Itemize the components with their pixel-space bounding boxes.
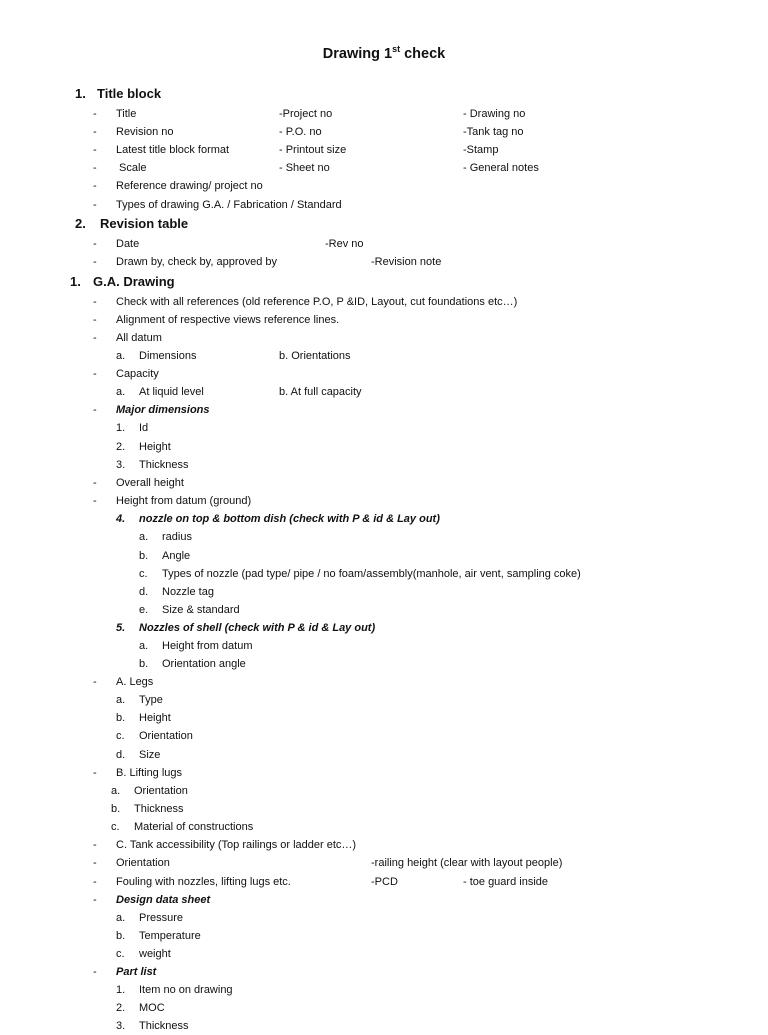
checklist-line [0,196,768,214]
line-text: c. [111,821,120,833]
checklist-line [0,601,768,619]
line-text: b. At full capacity [279,386,362,398]
line-text: B. Lifting lugs [116,767,183,779]
line-text: Check with all references (old reference P.O, P &ID, Layout, cut foundations etc…) [116,296,518,308]
line-text: Dimensions [139,350,197,362]
line-text: Item no on drawing [139,984,233,996]
line-text: a. [116,912,126,924]
line-text: 1. [75,86,86,101]
checklist-line [0,746,768,764]
line-text: 3. [116,459,126,471]
line-text: -PCD [371,876,398,888]
bullet-dash: - [93,314,97,326]
line-text: Part list [116,966,157,978]
checklist-line [0,329,768,347]
bullet-dash: - [93,108,97,120]
line-text: Thickness [139,1020,189,1032]
checklist-line [0,583,768,601]
checklist-line [0,177,768,195]
bullet-dash: - [93,199,97,211]
bullet-dash: - [93,767,97,779]
bullet-dash: - [93,966,97,978]
line-text: 2. [116,441,126,453]
checklist-line [0,235,768,253]
line-text: b. [116,930,126,942]
line-text: - Drawing no [463,108,526,120]
bullet-dash: - [93,477,97,489]
line-text: Orientation [134,785,188,797]
bullet-dash: - [93,144,97,156]
line-text: Nozzle tag [162,586,214,598]
line-text: a. [116,350,126,362]
bullet-dash: - [93,876,97,888]
checklist-line [0,963,768,981]
checklist-line [0,927,768,945]
line-text: 1. [116,422,126,434]
line-text: a. [116,386,126,398]
title-suffix: check [400,46,446,62]
line-text: All datum [116,332,162,344]
line-text: c. [139,568,148,580]
bullet-dash: - [93,404,97,416]
line-text: Date [116,238,140,250]
checklist-line [0,818,768,836]
line-text: Capacity [116,368,159,380]
line-text: Thickness [139,459,189,471]
line-text: Revision no [116,126,174,138]
line-text: Pressure [139,912,184,924]
line-text: d. [139,586,149,598]
checklist-line [0,945,768,963]
line-text: Type [139,694,163,706]
bullet-dash: - [93,839,97,851]
line-text: d. [116,749,126,761]
line-text: - Sheet no [279,162,330,174]
line-text: nozzle on top & bottom dish (check with P & id & Lay out) [139,513,440,525]
line-text: Nozzles of shell (check with P & id & Lay out) [139,622,376,634]
line-text: -railing height (clear with layout people) [371,857,563,869]
line-text: -Revision note [371,256,442,268]
line-text: Title [116,108,137,120]
line-text: 2. [75,216,86,231]
line-text: Height [139,712,171,724]
bullet-dash: - [93,894,97,906]
section-heading [0,273,768,291]
line-text: a. [139,531,149,543]
line-text: 1. [116,984,126,996]
section-heading [0,215,768,233]
checklist-line [0,999,768,1017]
line-text: a. [139,640,149,652]
line-text: - toe guard inside [463,876,548,888]
checklist-line [0,764,768,782]
line-text: 5. [116,622,126,634]
checklist-line [0,655,768,673]
line-text: - General notes [463,162,539,174]
bullet-dash: - [93,495,97,507]
checklist-line [0,474,768,492]
line-text: Drawn by, check by, approved by [116,256,278,268]
line-text: Angle [162,550,191,562]
line-text: Size & standard [162,604,240,616]
checklist-line [0,438,768,456]
checklist-line [0,159,768,177]
line-text: Temperature [139,930,201,942]
line-text: G.A. Drawing [93,274,175,289]
line-text: 1. [70,274,81,289]
line-text: Orientation [139,730,193,742]
line-text: Alignment of respective views reference lines. [116,314,340,326]
checklist-line [0,311,768,329]
checklist-line [0,419,768,437]
line-text: Thickness [134,803,184,815]
bullet-dash: - [93,126,97,138]
line-text: Types of drawing G.A. / Fabrication / Standard [116,199,342,211]
bullet-dash: - [93,180,97,192]
line-text: b. [139,550,149,562]
checklist-line [0,253,768,271]
line-text: Height from datum (ground) [116,495,252,507]
checklist-line [0,383,768,401]
line-text: - Printout size [279,144,347,156]
line-text: C. Tank accessibility (Top railings or ladder etc…) [116,839,357,851]
bullet-dash: - [93,238,97,250]
checklist-line [0,673,768,691]
bullet-dash: - [93,368,97,380]
bullet-dash: - [93,256,97,268]
line-text: -Stamp [463,144,499,156]
line-text: Types of nozzle (pad type/ pipe / no foam/assembly(manhole, air vent, sampling coke) [162,568,581,580]
title-main: Drawing 1 [322,46,393,62]
line-text: a. [111,785,121,797]
line-text: b. [116,712,126,724]
line-text: At liquid level [139,386,204,398]
bullet-dash: - [93,857,97,869]
line-text: Latest title block format [116,144,230,156]
line-text: Revision table [100,216,189,231]
section-heading [0,85,768,103]
line-text: c. [116,948,125,960]
bullet-dash: - [93,162,97,174]
line-text: 3. [116,1020,126,1032]
line-text: Overall height [116,477,184,489]
line-text: A. Legs [116,676,154,688]
checklist-line [0,141,768,159]
checklist-line [0,800,768,818]
line-text: Material of constructions [134,821,254,833]
checklist-line [0,293,768,311]
checklist-line [0,891,768,909]
line-text: MOC [139,1002,165,1014]
checklist-line [0,981,768,999]
line-text: Reference drawing/ project no [116,180,263,192]
checklist-line [0,782,768,800]
checklist-line [0,510,768,528]
bullet-dash: - [93,676,97,688]
checklist-line [0,637,768,655]
checklist-line [0,528,768,546]
bullet-dash: - [93,296,97,308]
checklist-line [0,873,768,891]
line-text: weight [139,948,171,960]
line-text: 2. [116,1002,126,1014]
line-text: b. Orientations [279,350,351,362]
line-text: Orientation [116,857,170,869]
page-title [0,44,768,62]
line-text: e. [139,604,149,616]
checklist-line [0,854,768,872]
line-text: b. [139,658,149,670]
line-text: b. [111,803,121,815]
checklist-line [0,1017,768,1035]
line-text: Fouling with nozzles, lifting lugs etc. [116,876,291,888]
line-text: c. [116,730,125,742]
checklist-line [0,619,768,637]
checklist-line [0,492,768,510]
checklist-line [0,347,768,365]
checklist-line [0,105,768,123]
line-text: Design data sheet [116,894,211,906]
line-text: Orientation angle [162,658,246,670]
line-text: Title block [97,86,162,101]
line-text: Id [139,422,149,434]
line-text: -Rev no [325,238,364,250]
checklist-line [0,401,768,419]
checklist-line [0,456,768,474]
line-text: Major dimensions [116,404,210,416]
bullet-dash: - [93,332,97,344]
line-text: radius [162,531,192,543]
line-text: - P.O. no [279,126,322,138]
line-text: 4. [116,513,126,525]
checklist-line [0,727,768,745]
checklist-line [0,365,768,383]
line-text: -Project no [279,108,333,120]
checklist-line [0,909,768,927]
checklist-line [0,565,768,583]
line-text: Height from datum [162,640,253,652]
checklist-line [0,691,768,709]
checklist-line [0,547,768,565]
line-text: Scale [119,162,147,174]
line-text: -Tank tag no [463,126,524,138]
checklist-line [0,709,768,727]
line-text: Size [139,749,161,761]
checklist-line [0,123,768,141]
title-superscript: st [392,44,401,54]
checklist-line [0,836,768,854]
line-text: Height [139,441,171,453]
line-text: a. [116,694,126,706]
